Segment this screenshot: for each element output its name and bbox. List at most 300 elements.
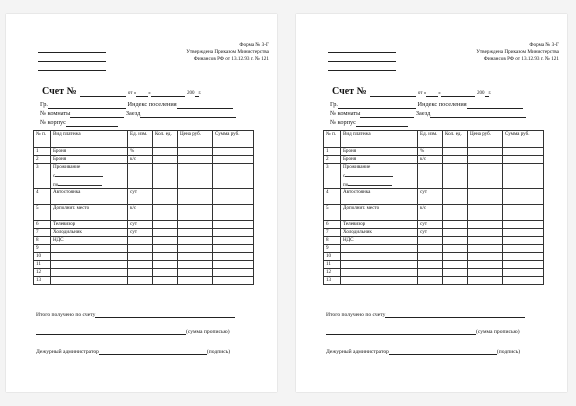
row-name: Проживание bbox=[343, 164, 371, 170]
admin-field[interactable] bbox=[99, 347, 207, 355]
row-name: Холодильник bbox=[343, 229, 372, 235]
row-price[interactable] bbox=[468, 156, 503, 164]
column-header: № п. bbox=[34, 131, 51, 148]
row-quantity[interactable] bbox=[443, 253, 468, 261]
row-price[interactable] bbox=[468, 237, 503, 245]
invoice-number-line[interactable] bbox=[370, 88, 416, 97]
row-number: 9 bbox=[34, 245, 51, 253]
row-quantity[interactable] bbox=[153, 261, 178, 269]
blank-line bbox=[38, 62, 106, 71]
amount-words-line bbox=[326, 327, 520, 335]
row-price[interactable] bbox=[178, 253, 213, 261]
row-quantity[interactable] bbox=[443, 261, 468, 269]
row-number: 2 bbox=[34, 156, 51, 164]
row-name: Броня bbox=[53, 148, 67, 154]
row-unit bbox=[128, 245, 153, 253]
table-row bbox=[324, 156, 544, 164]
total-line bbox=[326, 310, 525, 318]
row-sum[interactable] bbox=[503, 237, 544, 245]
amount-words-field[interactable] bbox=[326, 327, 476, 335]
row-quantity[interactable] bbox=[153, 221, 178, 229]
row-number: 5 bbox=[324, 205, 341, 221]
order-field[interactable] bbox=[430, 109, 526, 118]
row-price[interactable] bbox=[468, 205, 503, 221]
row-number: 3 bbox=[34, 164, 51, 189]
row-price[interactable] bbox=[468, 245, 503, 253]
row-name-cell bbox=[51, 269, 128, 277]
row-price[interactable] bbox=[178, 156, 213, 164]
row-unit bbox=[128, 269, 153, 277]
row-sum[interactable] bbox=[213, 229, 254, 237]
approval-line: Финансов РФ от 13.12.93 г. № 121 bbox=[193, 56, 269, 63]
total-label: Итого получено по счету bbox=[36, 312, 96, 318]
table-row bbox=[34, 253, 254, 261]
room-label: № комнаты bbox=[40, 110, 71, 117]
invoice-title-text: Счет № bbox=[332, 86, 367, 97]
row-sum[interactable] bbox=[503, 221, 544, 229]
table-row bbox=[324, 261, 544, 269]
row-quantity[interactable] bbox=[443, 164, 468, 189]
row-price[interactable] bbox=[468, 253, 503, 261]
table-row bbox=[324, 189, 544, 205]
row-quantity[interactable] bbox=[443, 189, 468, 205]
table-row bbox=[324, 245, 544, 253]
row-price[interactable] bbox=[468, 148, 503, 156]
approval-line: Финансов РФ от 13.12.93 г. № 121 bbox=[483, 56, 559, 63]
to-date bbox=[343, 179, 415, 188]
column-header: Ед. изм. bbox=[128, 131, 153, 148]
row-name: Дополнит. место bbox=[53, 205, 90, 211]
row-name-cell bbox=[341, 221, 418, 229]
row-price[interactable] bbox=[178, 205, 213, 221]
row-name-cell bbox=[341, 189, 418, 205]
payments-table bbox=[323, 130, 544, 285]
row-name-cell bbox=[51, 189, 128, 205]
row-price[interactable] bbox=[178, 164, 213, 189]
column-header: Кол. ед. bbox=[153, 131, 178, 148]
month-line[interactable] bbox=[151, 88, 185, 97]
total-label: Итого получено по счету bbox=[326, 312, 386, 318]
header-blank-lines bbox=[38, 44, 106, 71]
table-row bbox=[34, 229, 254, 237]
invoice-page-left bbox=[6, 14, 277, 392]
table-row bbox=[34, 189, 254, 205]
row-name: Броня bbox=[53, 156, 67, 162]
column-header: Цена руб. bbox=[468, 131, 503, 148]
total-line bbox=[36, 310, 235, 318]
from-date-line[interactable] bbox=[55, 171, 103, 177]
row-sum[interactable] bbox=[213, 189, 254, 205]
row-name-cell bbox=[341, 261, 418, 269]
blank-line bbox=[328, 53, 396, 62]
row-quantity[interactable] bbox=[443, 277, 468, 285]
row-unit bbox=[128, 164, 153, 189]
close-quote: » bbox=[438, 91, 441, 96]
row-sum[interactable] bbox=[503, 261, 544, 269]
row-price[interactable] bbox=[468, 261, 503, 269]
row-quantity[interactable] bbox=[443, 229, 468, 237]
table-row bbox=[324, 148, 544, 156]
row-name-cell bbox=[341, 229, 418, 237]
row-number: 6 bbox=[34, 221, 51, 229]
year-prefix: 200 bbox=[477, 91, 485, 96]
table-row bbox=[324, 221, 544, 229]
row-number: 1 bbox=[34, 148, 51, 156]
row-sum[interactable] bbox=[213, 156, 254, 164]
row-number: 11 bbox=[324, 261, 341, 269]
row-unit bbox=[418, 253, 443, 261]
row-name: Автостоянка bbox=[343, 189, 371, 195]
order-label: Заезд bbox=[415, 110, 431, 117]
table-row bbox=[34, 269, 254, 277]
guest-info bbox=[330, 100, 526, 127]
total-field[interactable] bbox=[385, 310, 525, 318]
row-number: 5 bbox=[34, 205, 51, 221]
order-field[interactable] bbox=[140, 109, 236, 118]
row-name: Автостоянка bbox=[53, 189, 81, 195]
table-row bbox=[34, 261, 254, 269]
row-sum[interactable] bbox=[503, 205, 544, 221]
table-row bbox=[324, 237, 544, 245]
blank-line bbox=[328, 62, 396, 71]
row-quantity[interactable] bbox=[443, 156, 468, 164]
row-sum[interactable] bbox=[213, 269, 254, 277]
day-line[interactable] bbox=[136, 88, 148, 97]
row-sum[interactable] bbox=[213, 261, 254, 269]
row-name: Броня bbox=[343, 156, 357, 162]
row-unit bbox=[418, 261, 443, 269]
row-sum[interactable] bbox=[503, 269, 544, 277]
row-quantity[interactable] bbox=[153, 277, 178, 285]
column-header: Ед. изм. bbox=[418, 131, 443, 148]
column-header: Цена руб. bbox=[178, 131, 213, 148]
row-sum[interactable] bbox=[503, 229, 544, 237]
admin-label: Дежурный администратор bbox=[36, 349, 99, 355]
room-field[interactable] bbox=[70, 109, 124, 118]
row-unit: % bbox=[418, 148, 443, 156]
row-name-cell bbox=[51, 229, 128, 237]
row-price[interactable] bbox=[178, 148, 213, 156]
amount-words-field[interactable] bbox=[36, 327, 186, 335]
row-price[interactable] bbox=[178, 269, 213, 277]
row-unit: сут bbox=[128, 229, 153, 237]
column-header: Кол. ед. bbox=[443, 131, 468, 148]
row-quantity[interactable] bbox=[153, 245, 178, 253]
row-number: 13 bbox=[34, 277, 51, 285]
building-field[interactable] bbox=[356, 118, 408, 127]
to-date-line[interactable] bbox=[348, 180, 392, 186]
row-sum[interactable] bbox=[503, 148, 544, 156]
row-sum[interactable] bbox=[213, 253, 254, 261]
payments-table bbox=[33, 130, 254, 285]
amount-words-label: (сумма прописью) bbox=[476, 329, 520, 335]
row-name-cell bbox=[341, 148, 418, 156]
column-header: Сумма руб. bbox=[503, 131, 544, 148]
settlement-index-label: Индекс поселения bbox=[417, 101, 467, 108]
row-quantity[interactable] bbox=[153, 237, 178, 245]
row-number: 10 bbox=[34, 253, 51, 261]
table-row bbox=[324, 269, 544, 277]
settlement-index-field[interactable] bbox=[467, 100, 523, 109]
row-name: Дополнит. место bbox=[343, 205, 380, 211]
total-field[interactable] bbox=[95, 310, 235, 318]
form-number: Форма № 3-Г bbox=[529, 42, 559, 48]
row-unit: сут bbox=[418, 221, 443, 229]
row-quantity[interactable] bbox=[153, 148, 178, 156]
row-number: 12 bbox=[34, 269, 51, 277]
signature-label: (подпись) bbox=[496, 349, 521, 355]
row-name: Проживание bbox=[53, 164, 81, 170]
header-blank-lines bbox=[328, 44, 396, 71]
admin-line bbox=[36, 347, 230, 355]
row-unit: к/с bbox=[418, 156, 443, 164]
row-price[interactable] bbox=[468, 277, 503, 285]
year-suffix: г. bbox=[198, 91, 202, 96]
row-number: 11 bbox=[34, 261, 51, 269]
close-quote: » bbox=[148, 91, 151, 96]
row-unit: сут bbox=[128, 189, 153, 205]
row-number: 3 bbox=[324, 164, 341, 189]
from-date bbox=[53, 170, 125, 179]
row-number: 8 bbox=[34, 237, 51, 245]
blank-line bbox=[38, 44, 106, 53]
settlement-index-label: Индекс поселения bbox=[127, 101, 177, 108]
row-number: 4 bbox=[34, 189, 51, 205]
amount-words-line bbox=[36, 327, 230, 335]
row-price[interactable] bbox=[178, 237, 213, 245]
row-price[interactable] bbox=[178, 261, 213, 269]
building-field[interactable] bbox=[66, 118, 118, 127]
table-row bbox=[34, 245, 254, 253]
table-row bbox=[34, 156, 254, 164]
row-price[interactable] bbox=[178, 221, 213, 229]
row-price[interactable] bbox=[468, 189, 503, 205]
row-quantity[interactable] bbox=[153, 156, 178, 164]
to-date-label: по bbox=[53, 182, 59, 188]
table-row bbox=[34, 148, 254, 156]
row-name-cell bbox=[51, 164, 128, 189]
admin-label: Дежурный администратор bbox=[326, 349, 389, 355]
row-quantity[interactable] bbox=[443, 221, 468, 229]
row-name-cell bbox=[51, 156, 128, 164]
citizen-label: Гр. bbox=[40, 101, 48, 108]
table-row bbox=[34, 205, 254, 221]
row-number: 1 bbox=[324, 148, 341, 156]
from-date-line[interactable] bbox=[345, 171, 393, 177]
row-unit bbox=[418, 237, 443, 245]
row-number: 7 bbox=[34, 229, 51, 237]
order-label: Заезд bbox=[125, 110, 141, 117]
row-unit: % bbox=[128, 148, 153, 156]
admin-field[interactable] bbox=[389, 347, 497, 355]
form-approval-block bbox=[476, 42, 559, 64]
row-unit: сут bbox=[128, 221, 153, 229]
table-header-row bbox=[34, 131, 254, 148]
row-unit bbox=[128, 253, 153, 261]
row-unit bbox=[128, 261, 153, 269]
from-date-label: с bbox=[53, 173, 56, 179]
row-sum[interactable] bbox=[213, 245, 254, 253]
row-name: Телевизор bbox=[343, 221, 366, 227]
row-quantity[interactable] bbox=[443, 237, 468, 245]
row-unit: к/с bbox=[128, 156, 153, 164]
building-label: № корпус bbox=[40, 119, 66, 126]
citizen-field[interactable] bbox=[338, 100, 416, 109]
table-row bbox=[34, 164, 254, 189]
row-unit bbox=[418, 164, 443, 189]
row-price[interactable] bbox=[468, 221, 503, 229]
row-sum[interactable] bbox=[213, 205, 254, 221]
row-name-cell bbox=[341, 205, 418, 221]
room-label: № комнаты bbox=[330, 110, 361, 117]
table-row bbox=[34, 277, 254, 285]
row-quantity[interactable] bbox=[153, 205, 178, 221]
row-number: 10 bbox=[324, 253, 341, 261]
row-quantity[interactable] bbox=[443, 205, 468, 221]
row-number: 2 bbox=[324, 156, 341, 164]
invoice-number-line[interactable] bbox=[80, 88, 126, 97]
row-name-cell bbox=[51, 237, 128, 245]
blank-line bbox=[38, 53, 106, 62]
day-line[interactable] bbox=[426, 88, 438, 97]
blank-line bbox=[328, 44, 396, 53]
building-label: № корпус bbox=[330, 119, 356, 126]
to-date-label: по bbox=[343, 182, 349, 188]
column-header: Вид платежа bbox=[341, 131, 418, 148]
to-date bbox=[53, 179, 125, 188]
row-sum[interactable] bbox=[503, 189, 544, 205]
room-field[interactable] bbox=[360, 109, 414, 118]
table-header-row bbox=[324, 131, 544, 148]
year-suffix: г. bbox=[488, 91, 492, 96]
row-name-cell bbox=[51, 148, 128, 156]
row-name-cell bbox=[341, 277, 418, 285]
row-sum[interactable] bbox=[213, 237, 254, 245]
row-price[interactable] bbox=[178, 189, 213, 205]
row-sum[interactable] bbox=[213, 221, 254, 229]
row-name: Телевизор bbox=[53, 221, 76, 227]
row-sum[interactable] bbox=[503, 253, 544, 261]
amount-words-label: (сумма прописью) bbox=[186, 329, 230, 335]
row-name: Броня bbox=[343, 148, 357, 154]
row-quantity[interactable] bbox=[443, 148, 468, 156]
row-name-cell bbox=[341, 156, 418, 164]
row-sum[interactable] bbox=[503, 164, 544, 189]
row-name: НДС bbox=[343, 237, 354, 243]
row-price[interactable] bbox=[178, 229, 213, 237]
row-number: 9 bbox=[324, 245, 341, 253]
row-unit: к/с bbox=[418, 205, 443, 221]
row-number: 13 bbox=[324, 277, 341, 285]
row-name-cell bbox=[341, 237, 418, 245]
row-name-cell bbox=[51, 245, 128, 253]
row-price[interactable] bbox=[178, 277, 213, 285]
row-name: НДС bbox=[53, 237, 64, 243]
month-line[interactable] bbox=[441, 88, 475, 97]
row-quantity[interactable] bbox=[153, 164, 178, 189]
row-name-cell bbox=[341, 253, 418, 261]
row-sum[interactable] bbox=[503, 156, 544, 164]
citizen-field[interactable] bbox=[48, 100, 126, 109]
row-quantity[interactable] bbox=[153, 269, 178, 277]
row-price[interactable] bbox=[468, 229, 503, 237]
row-name-cell bbox=[341, 164, 418, 189]
column-header: Сумма руб. bbox=[213, 131, 254, 148]
column-header: Вид платежа bbox=[51, 131, 128, 148]
row-name-cell bbox=[51, 261, 128, 269]
column-header: № п. bbox=[324, 131, 341, 148]
row-unit: к/с bbox=[128, 205, 153, 221]
table-row bbox=[324, 253, 544, 261]
invoice-title-text: Счет № bbox=[42, 86, 77, 97]
table-row bbox=[324, 229, 544, 237]
row-unit bbox=[128, 277, 153, 285]
row-price[interactable] bbox=[468, 269, 503, 277]
row-price[interactable] bbox=[468, 164, 503, 189]
row-unit: сут bbox=[418, 189, 443, 205]
form-number: Форма № 3-Г bbox=[239, 42, 269, 48]
row-sum[interactable] bbox=[213, 148, 254, 156]
row-number: 8 bbox=[324, 237, 341, 245]
row-name-cell bbox=[51, 253, 128, 261]
table-row bbox=[324, 277, 544, 285]
row-quantity[interactable] bbox=[153, 229, 178, 237]
row-quantity[interactable] bbox=[443, 269, 468, 277]
row-unit bbox=[128, 237, 153, 245]
row-price[interactable] bbox=[178, 245, 213, 253]
form-approval-block bbox=[186, 42, 269, 64]
row-unit bbox=[418, 277, 443, 285]
row-number: 4 bbox=[324, 189, 341, 205]
row-name-cell bbox=[341, 269, 418, 277]
to-date-line[interactable] bbox=[58, 180, 102, 186]
row-name-cell bbox=[51, 221, 128, 229]
row-quantity[interactable] bbox=[153, 253, 178, 261]
row-sum[interactable] bbox=[503, 277, 544, 285]
row-sum[interactable] bbox=[503, 245, 544, 253]
row-number: 12 bbox=[324, 269, 341, 277]
table-row bbox=[324, 164, 544, 189]
row-quantity[interactable] bbox=[443, 245, 468, 253]
row-name-cell bbox=[341, 245, 418, 253]
invoice-title bbox=[332, 86, 491, 97]
row-quantity[interactable] bbox=[153, 189, 178, 205]
guest-info bbox=[40, 100, 236, 127]
year-prefix: 200 bbox=[187, 91, 195, 96]
row-unit bbox=[418, 245, 443, 253]
row-name: Холодильник bbox=[53, 229, 82, 235]
row-number: 7 bbox=[324, 229, 341, 237]
from-label: от « bbox=[127, 91, 137, 96]
row-sum[interactable] bbox=[213, 277, 254, 285]
table-row bbox=[324, 205, 544, 221]
row-name-cell bbox=[51, 277, 128, 285]
approval-line: Утверждена Приказом Министерства bbox=[186, 49, 269, 56]
row-sum[interactable] bbox=[213, 164, 254, 189]
from-label: от « bbox=[417, 91, 427, 96]
row-name-cell bbox=[51, 205, 128, 221]
row-unit: сут bbox=[418, 229, 443, 237]
settlement-index-field[interactable] bbox=[177, 100, 233, 109]
table-row bbox=[34, 237, 254, 245]
citizen-label: Гр. bbox=[330, 101, 338, 108]
table-row bbox=[34, 221, 254, 229]
admin-line bbox=[326, 347, 520, 355]
invoice-title bbox=[42, 86, 201, 97]
approval-line: Утверждена Приказом Министерства bbox=[476, 49, 559, 56]
from-date-label: с bbox=[343, 173, 346, 179]
from-date bbox=[343, 170, 415, 179]
